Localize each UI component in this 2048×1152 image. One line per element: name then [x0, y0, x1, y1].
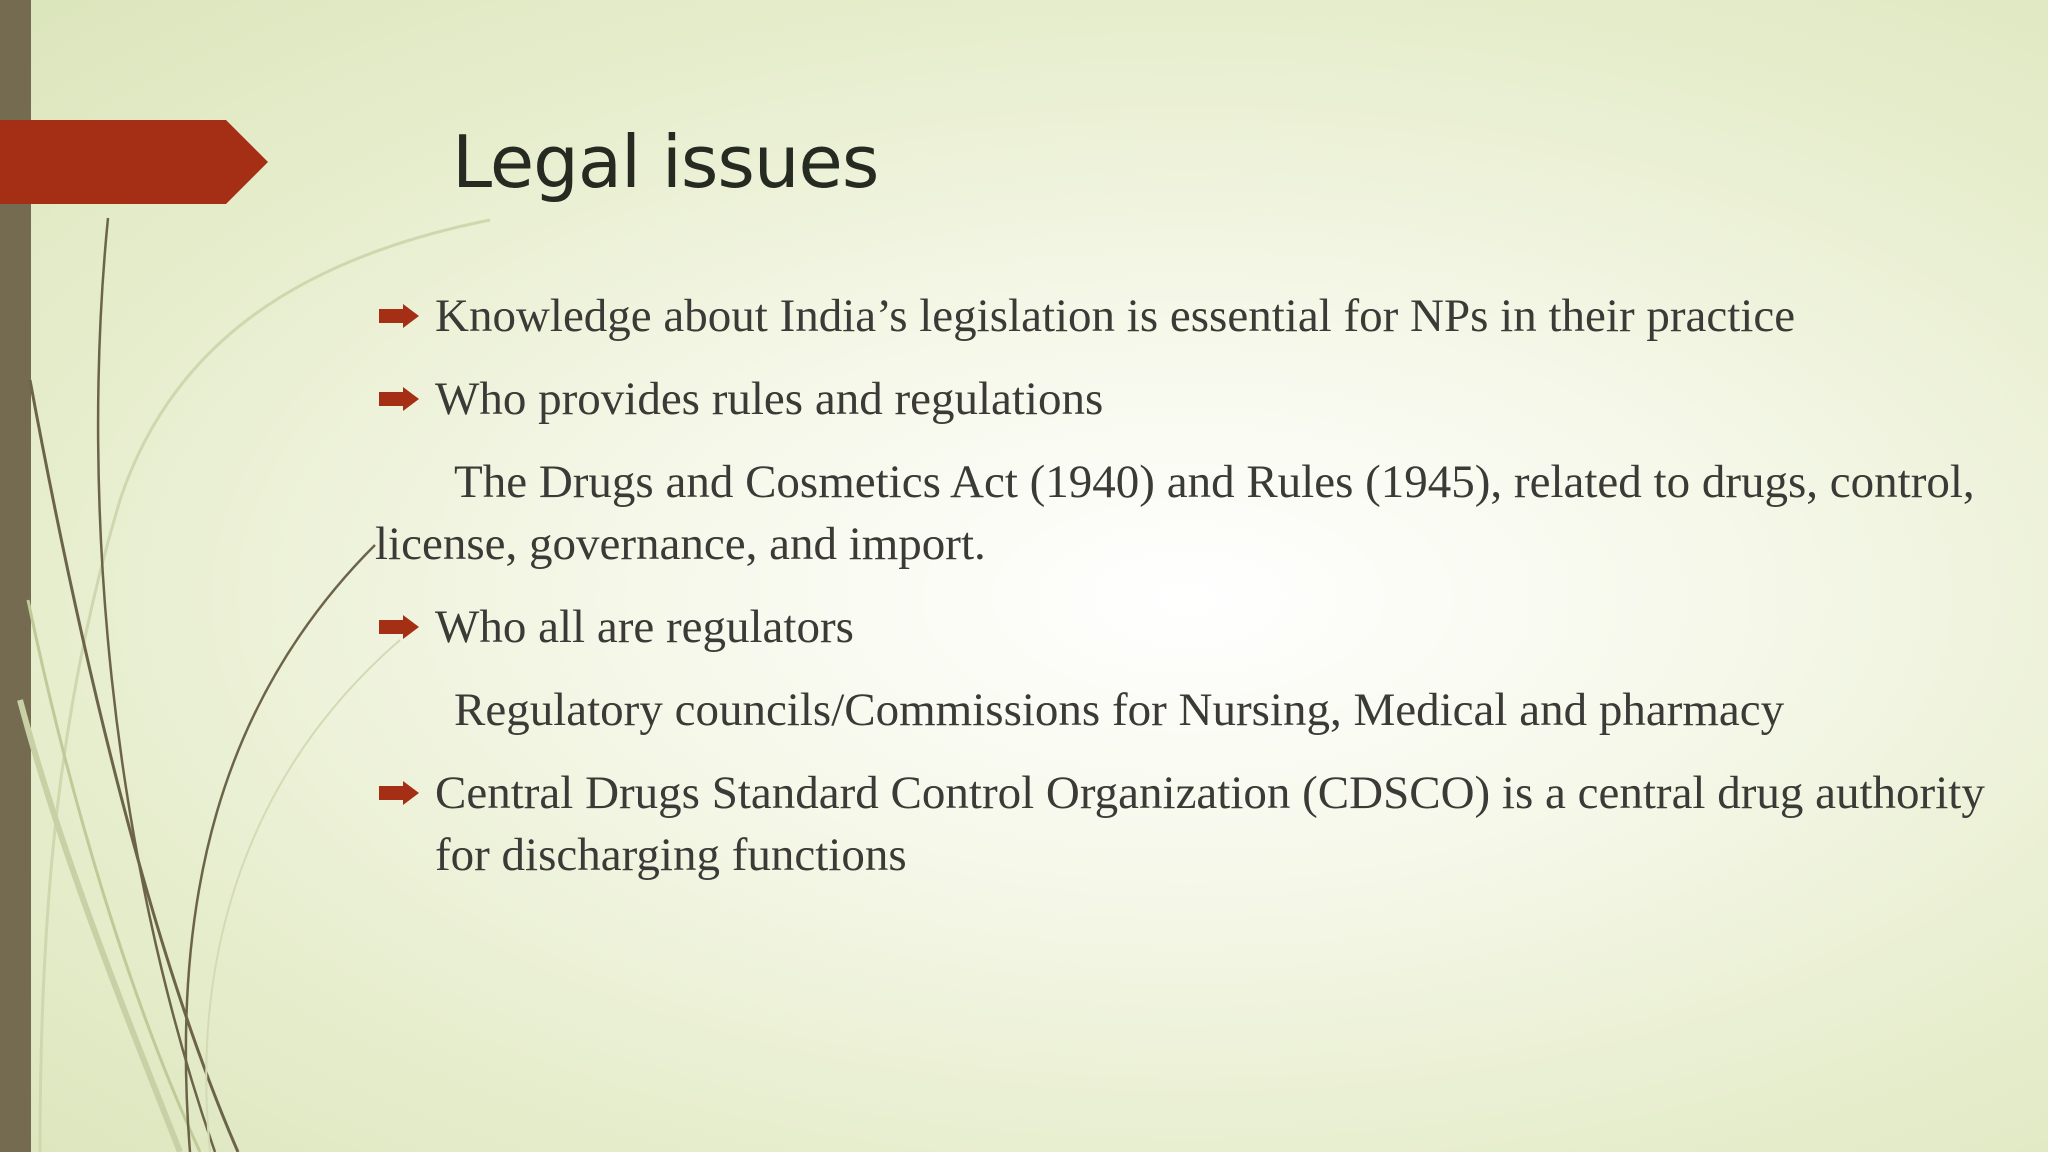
bullet-text: Who all are regulators	[435, 601, 854, 653]
bullet-text: Central Drugs Standard Control Organization (CDSCO) is a central drug authority for discharging functions	[435, 767, 1985, 881]
bullet-item	[375, 368, 1995, 430]
pentagon-arrow-icon	[0, 120, 268, 204]
slide-body	[375, 285, 1995, 907]
slide-title: Legal issues	[452, 120, 879, 204]
bullet-item	[375, 285, 1995, 347]
arrow-right-icon	[379, 781, 419, 805]
arrow-right-icon	[379, 615, 419, 639]
sub-paragraph: Regulatory councils/Commissions for Nursing, Medical and pharmacy	[454, 684, 1785, 736]
arrow-right-icon	[379, 304, 419, 328]
bullet-item	[375, 596, 1995, 658]
sub-paragraph: The Drugs and Cosmetics Act (1940) and Rules (1945), related to drugs, control, license, governance, and import.	[375, 456, 1975, 570]
bullet-item	[375, 762, 1995, 886]
bullet-text: Knowledge about India’s legislation is essential for NPs in their practice	[435, 290, 1796, 342]
arrow-right-icon	[379, 387, 419, 411]
bullet-text: Who provides rules and regulations	[435, 373, 1104, 425]
